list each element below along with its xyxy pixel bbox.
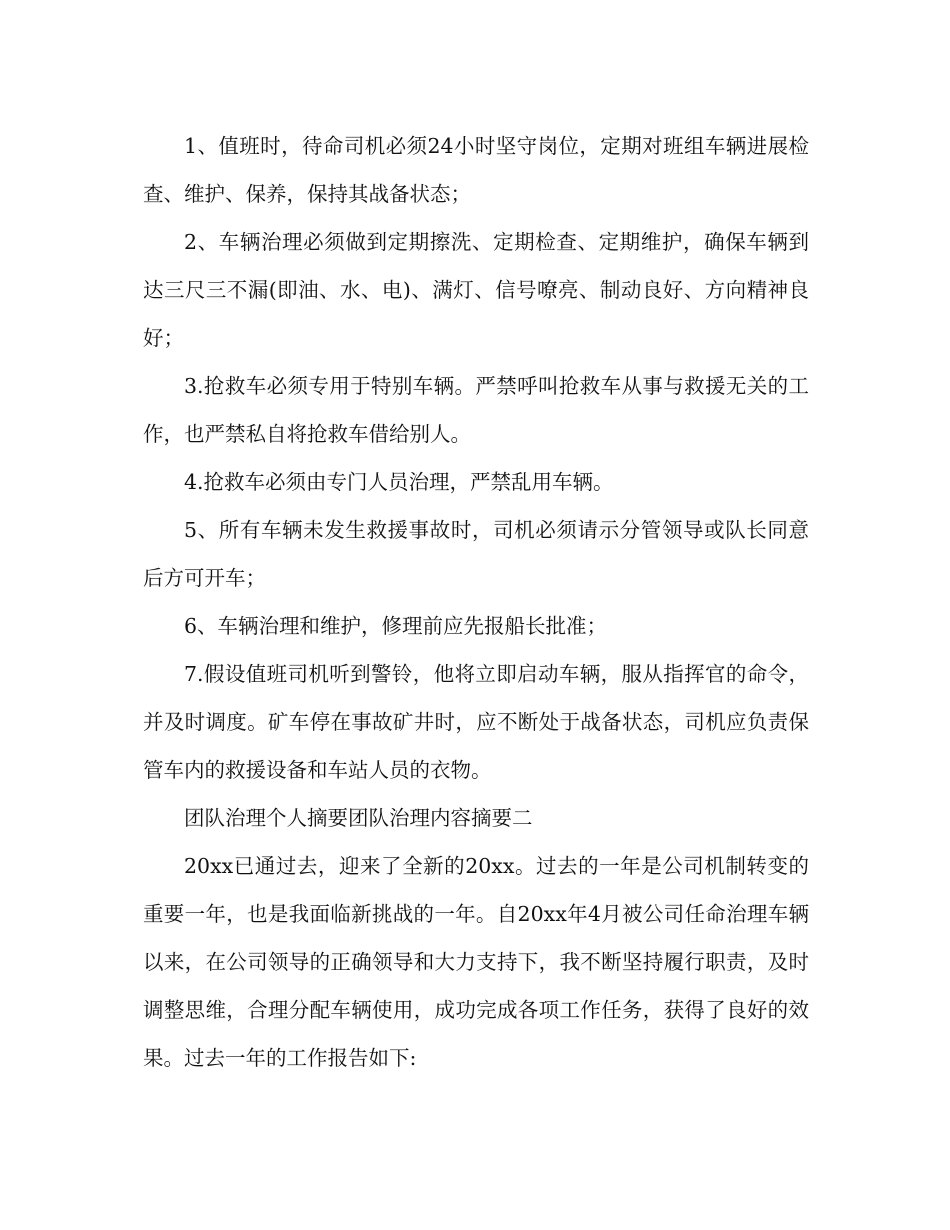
section-heading: 团队治理个人摘要团队治理内容摘要二	[184, 806, 533, 830]
paragraph-rule-3: 3.抢救车必须专用于特别车辆。严禁呼叫抢救车从事与救援无关的工作，也严禁私自将抢救车借给别人。	[143, 374, 809, 446]
paragraph-rule-4: 4.抢救车必须由专门人员治理，严禁乱用车辆。	[184, 470, 614, 494]
document-body	[143, 122, 809, 1082]
paragraph-rule-1: 1、值班时，待命司机必须24小时坚守岗位，定期对班组车辆进展检查、维护、保养，保持其战备状态；	[143, 134, 809, 206]
paragraph-summary-intro: 20xx已通过去，迎来了全新的20xx。过去的一年是公司机制转变的重要一年，也是我面临新挑战的一年。自20xx年4月被公司任命治理车辆以来，在公司领导的正确领导和大力支持下，我不断坚持履行职责，及时调整思维，合理分配车辆使用，成功完成各项工作任务，获得了良好的效果。过去一年的工作报告如下:	[143, 854, 809, 1070]
paragraph-rule-2: 2、车辆治理必须做到定期擦洗、定期检查、定期维护，确保车辆到达三尺三不漏(即油、水、电)、满灯、信号嘹亮、制动良好、方向精神良好；	[143, 230, 809, 350]
paragraph-rule-6: 6、车辆治理和维护，修理前应先报船长批准；	[184, 614, 608, 638]
paragraph-rule-7: 7.假设值班司机听到警铃，他将立即启动车辆，服从指挥官的命令，并及时调度。矿车停在事故矿井时，应不断处于战备状态，司机应负责保管车内的救援设备和车站人员的衣物。	[143, 662, 809, 782]
paragraph-rule-5: 5、所有车辆未发生救援事故时，司机必须请示分管领导或队长同意后方可开车；	[143, 518, 809, 590]
